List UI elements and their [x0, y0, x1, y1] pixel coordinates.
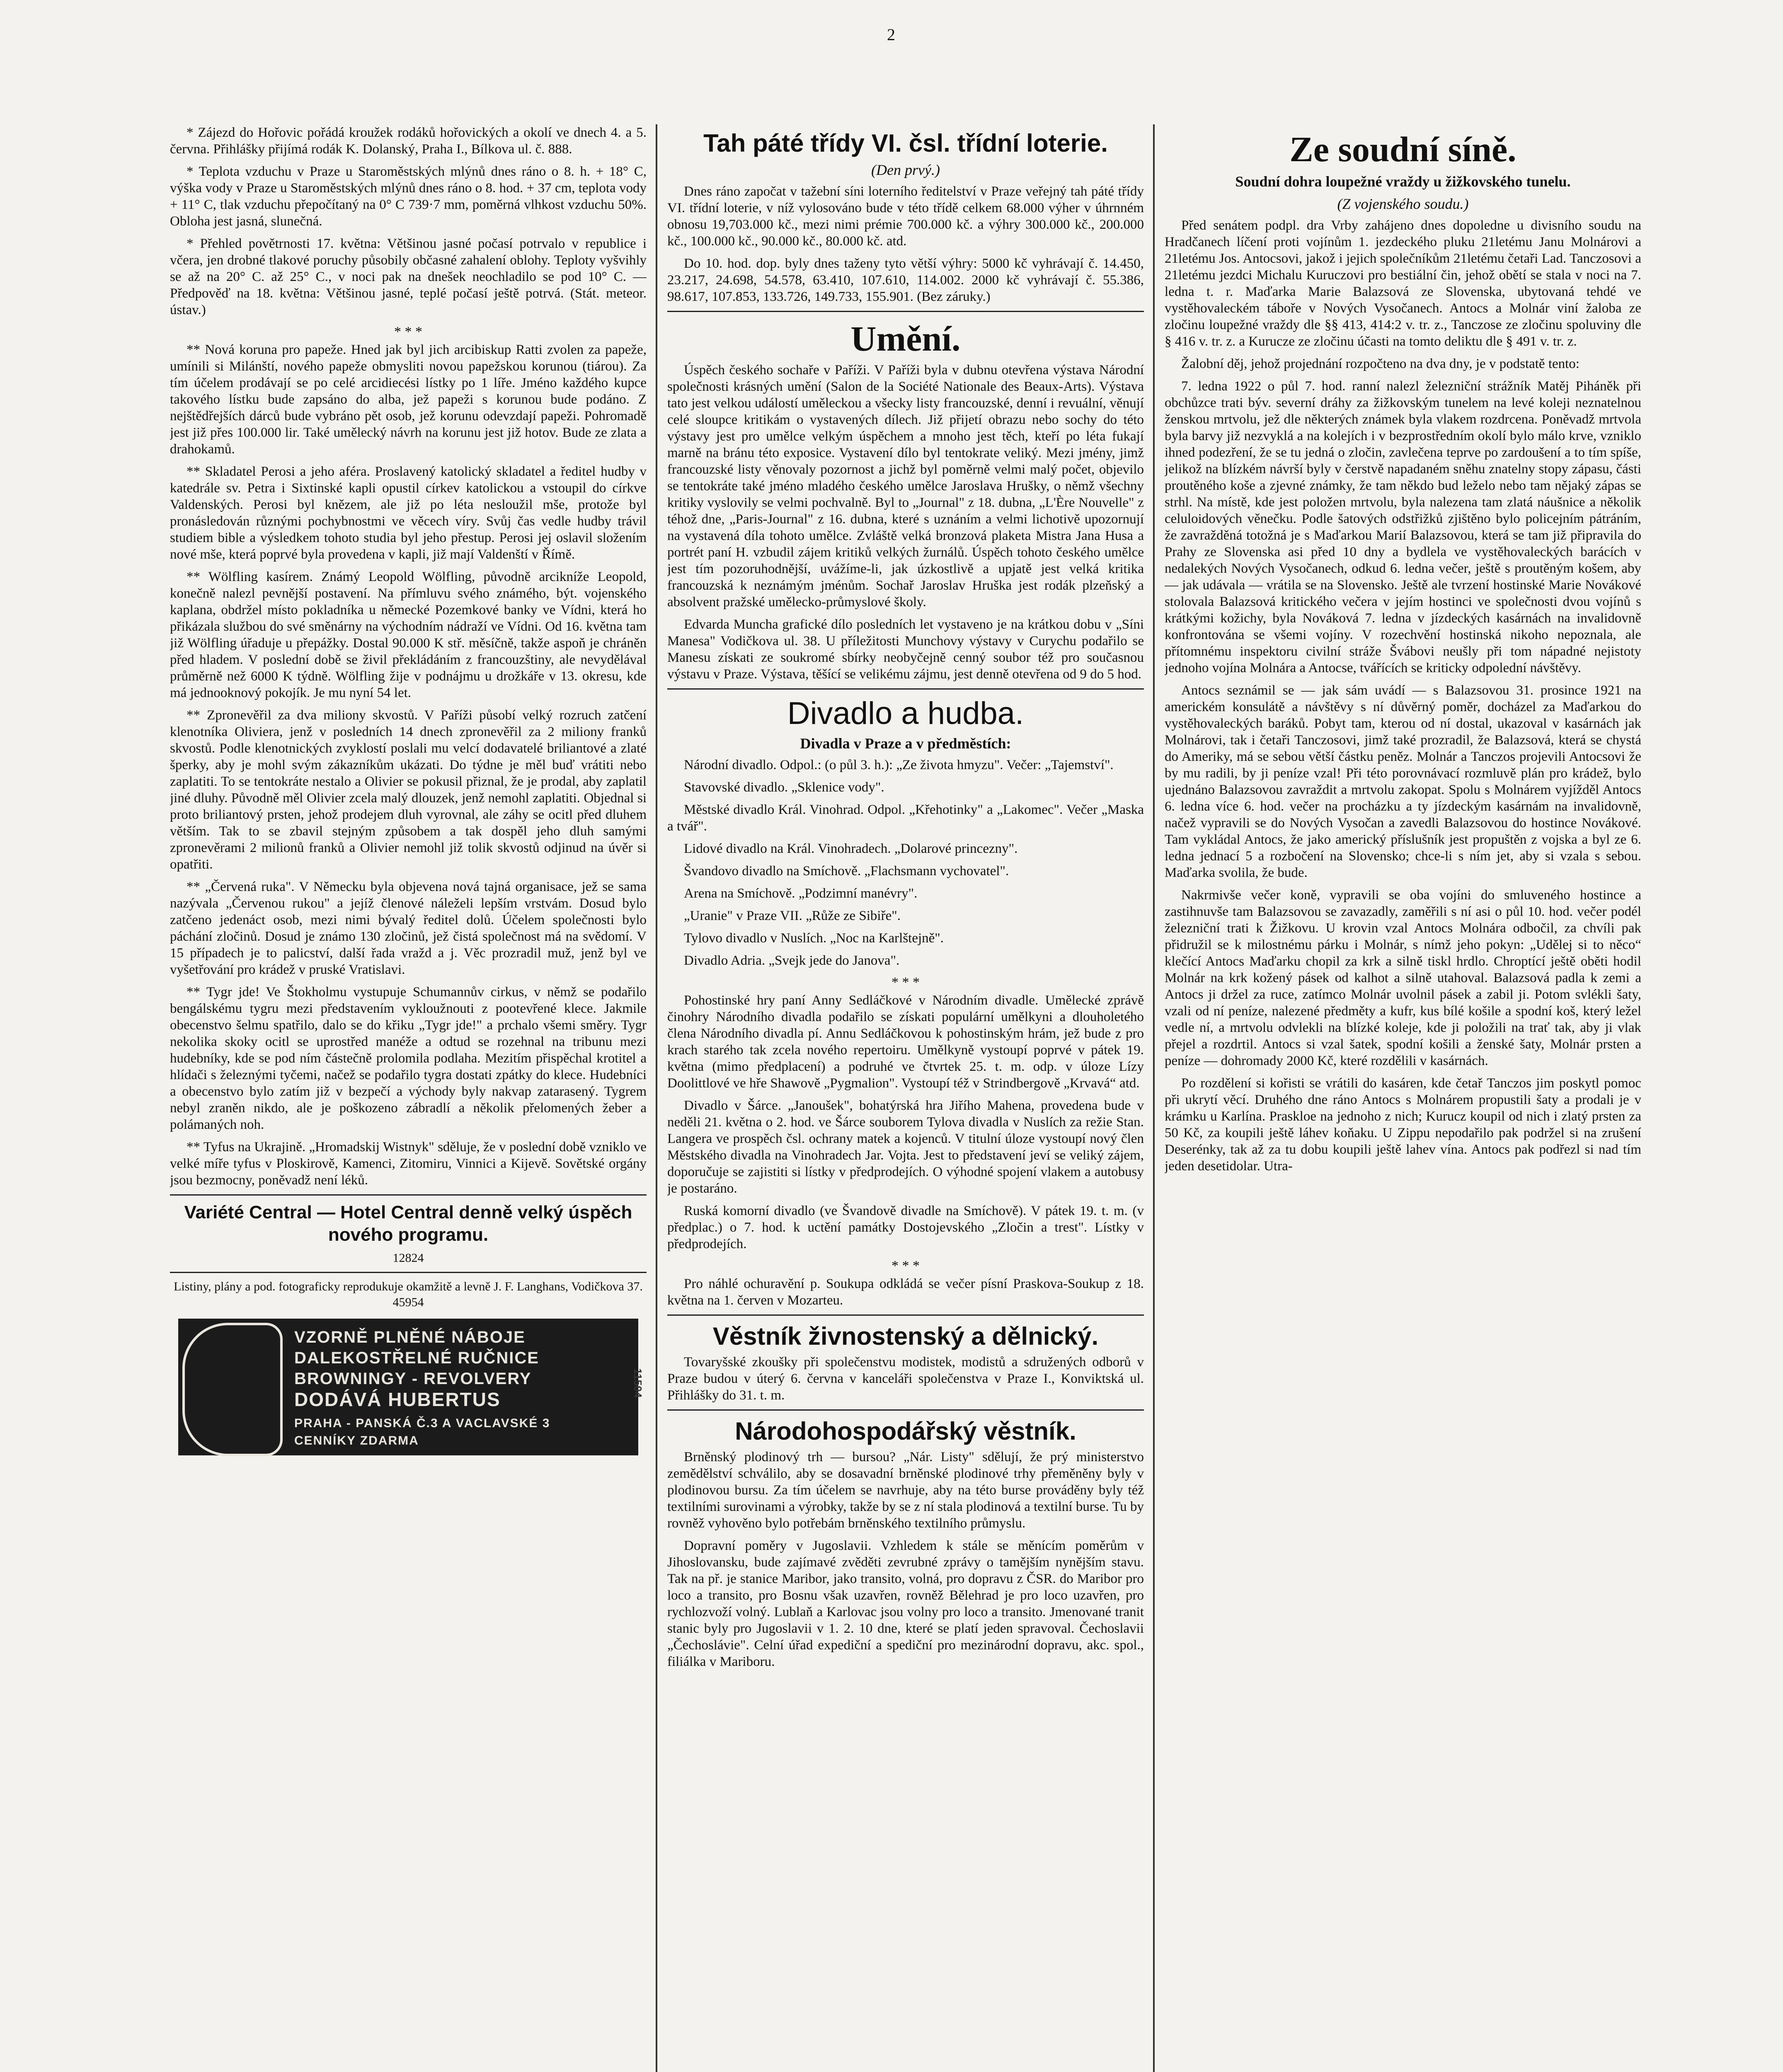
court-text: Antocs seznámil se — jak sám uvádí — s Balazsovou 31. prosince 1921 na americkém konsulátě a návštěvy s ní důvěrný poměr, docházel za Maďarkou do vystěhovaleckých baráků. Pobyt tam, kterou od ní dostal, ukazoval v kasárnách jak Molnárovi, tak i četaři Tanczosovi, jimž také prozradil, že Balazsová, která se chystá do Ameriky, má se sebou větší částku peněz. Molnár a Tanczos projevili Antocsovi že by mu radili, by ji peníze vzal! Při této porovnávací rozmluvě plán pro krádež, bylo ujednáno Balazsovou zavraždit a mrtvolu zakopat. Spolu s Molnárem vyjížděl Antocs 6. ledna více 6. hod. večer na procházku a ty jízdeckým kasárnám na invalidovně, načež vypravili se do Nových Vysočan a zavedli Balazsovou do hostince Novákové. Tam vykládal Antocs, že jako americký příslušník jest propuštěn z vojska a byl ze 6. ledna jednací 5 a rozbočení na Slovensko; chce-li s ním jet, aby si vzala s sebou. Maďarka svolila, že bude.	[1165, 683, 1641, 880]
heading-lottery: Tah páté třídy VI. čsl. třídní loterie.	[703, 129, 1108, 157]
subheading-court-2: (Z vojenského soudu.)	[1337, 196, 1469, 212]
article-brno-market: Brněnský plodinový trh — bursou? „Nár. Listy" sdělují, že prý ministerstvo zemědělství schválilo, aby se dosavadní brněnské plodinové trhy přeměněny byly v plodinovou bursu. Za tím účelem se navrhuje, aby na této burse prováděny byly též textilními surovinami a výrobky, takže by se z ní stala plodinová a textilní burse. Tu by rovněž vyhověno bylo potřebám brněnského textilního průmyslu.	[667, 1450, 1144, 1531]
article-wolfling: ** Wölfling kasírem. Známý Leopold Wölfling, původně arcikníže Leopold, konečně nalezl pevnější postavení. Na přímluvu svého známého, být. vojenského kaplana, obdržel místo pokladníka u německé Pozemkové banky ve Vídni, která ho přikázala službou do své směnárny na východním nádraží ve Vídni. Od 16. května tam již Wölfling úřaduje u přepážky. Dostal 90.000 K stř. měsíčně, takže aspoň je chráněn před hladem. V poslední době se živil překládáním z francouzštiny, ale nevydělával průměrně než 6000 K týdně. Wölfling žije v podnájmu u drožkáře v 13. okresu, kde má jednooknový pokojík. Je mu nyní 54 let.	[170, 569, 647, 700]
article-munch: Edvarda Muncha grafické dílo posledních let vystaveno je na krátkou dobu v „Síni Manesa" Vodičkova ul. 38. U příležitosti Munchovy výstavy v Curychu podařilo se Manesu získati ze soukromé sbírky neobyčejně cenný soubor též pro současnou výstavu v Praze. Výstava, těšící se velikému zájmu, jest denně otevřena od 9 do 5 hod.	[667, 617, 1144, 682]
heading-economy: Národohospodářský věstník.	[735, 1417, 1076, 1445]
theatre-listing: Stavovské divadlo. „Sklenice vody".	[684, 780, 884, 795]
ad-code-1: 12824	[392, 1251, 424, 1265]
court-text: Nakrmivše večer koně, vypravili se oba vojíni do smluveného hostince a zastihnuvše tam Balazsovou se zavazadly, zaměřili s ní asi o půl 10. hod. večer podél železniční trati k Žižkovu. U krovin vzal Antocs Molnára odbočil, za chvíli pak přidružil se k milostnému párku i Molnár, s nímž jeho pokyn: „Udělej si to něco“ klečící Antocs Maďarku chopil za krk a silně tiskl hrdlo. Chroptící ještě oběti hodil Molnár na krk kožený pásek od kalhot a silně utahoval. Balazsová padla k zemi a Antocs ji držel za ruce, zatímco Molnár uvolnil pásek a zabil ji. Potom svlékli šaty, vzali od ní peníze, nalezené předměty a kufr, kus bílé košile a spodní koš, který ležel vedle ní, a mrtvolu odvlekli na blízké koleje, kde ji položili na trať tak, aby ji vlak přejel a rozdrtil. Antocs si vzal šatek, spodní košili a ženské šaty, Molnár prsten a peníze — dohromady 2000 Kč, které rozdělili v kasárnách.	[1165, 888, 1641, 1068]
heading-court: Ze soudní síně.	[1289, 129, 1517, 169]
article-soukup: Pro náhlé ochuravění p. Soukupa odkládá se večer písní Praskova-Soukup z 18. května na 1. červen v Mozarteu.	[667, 1276, 1144, 1308]
column-rule-2	[1153, 124, 1155, 2072]
notice-temperature: * Teplota vzduchu v Praze u Staroměstských mlýnů dnes ráno o 8. h. + 18° C, výška vody v Praze u Staroměstských mlýnů dnes ráno o 8. hod. + 37 cm, teplota vody + 11° C, tlak vzduchu přepočítaný na 0° C 739·7 mm, poměrná vlhkost vzduchu 50%. Obloha jest jasná, slunečná.	[170, 164, 647, 229]
court-text: Po rozdělení si kořisti se vrátili do kasáren, kde četař Tanczos jim poskytl pomoc při ukrytí věcí. Druhého dne ráno Antocs s Molnárem propustili šaty a prodali je v krámku u Karlína. Praskloe na jednoho z nich; Kurucz koupil od nich i zlatý prsten za 50 Kč, za koupili ještě láhev koňaku. U Zippu nepodařilo pak podržel si na zrušení Deserénky, tak až za tu dobu koupili ještě lahev vína. Antocs pak podřezl si nad tím jeden desetidolar. Utra-	[1165, 1076, 1641, 1174]
theatre-listing: Městské divadlo Král. Vinohrad. Odpol. „Křehotinky" a „Lakomec". Večer „Maska a tvář".	[667, 802, 1144, 834]
article-tiger: ** Tygr jde! Ve Štokholmu vystupuje Schumannův cirkus, v němž se podařilo bengálskému tygru mezi představením vykloužnouti z pootevřené klece. Jakmile obecenstvo šelmu spatřilo, dalo se do křiku „Tygr jde!" a prchalo všemi směry. Tygr nekolika skoky ocitl se uprostřed manéže a odtud se rozehnal na tribunu mezi hudebníky, kde se pod ním částečně prolomila podlaha. Mezitím přispěchal krotitel a hlídači s železnými tyčemi, načež se podařilo tygra dostati zpátky do klece. Hudebníci a obecenstvo bylo zatím již v bezpečí a východy byly nakvap zatarasený. Tygrem nebyl zraněn nikdo, ale je poškozeno zábradlí a několik přelomených žeber a polámaných noh.	[170, 985, 647, 1132]
article-sculptor: Úspěch českého sochaře v Paříži. V Paříži byla v dubnu otevřena výstava Národní společnosti krásných umění (Salon de la Société Nationale des Beaux-Arts). Výstava tato jest velkou událostí uměleckou a všecky listy francouzské, denní i revuální, věnují celé sloupce kritikám o vystavených dílech. Již přijetí obrazu nebo sochy do této výstavy jest pro umělce velkým úspěchem a mnoho jest těch, kteří po léta fukají marně na bránu této exposice. Vystavení dílo byl tentokrate veliký. Mezi jmény, jimž francouzské listy věnovaly pozornost a jichž byl poměrně velmi malý počet, objevilo se tentokráte také jméno mladého českého umělce Jaroslava Hrušky, o němž všechny kritiky vyslovily se velmi pochvalně. Byl to „Journal" z 18. dubna, „L'Ère Nouvelle" z téhož dne, „Paris-Journal" z 16. dubna, které s uznáním a velmi lichotivě upozornují na vystavená díla tohoto umělce. Zvláště velká bronzová plaketa Mistra Jana Husa a portrét paní H. vzbudil zájem kritiků velkých žurnálů. Úspěch tohoto českého umělce jest tím pozoruhodnější, uvážíme-li, jak úzkostlivě a upjatě jest velká kritika francouzská k neznámým jménům. Sochař Jaroslav Hruška jest rodák plzeňský a absolvent pražské umělecko-průmyslové školy.	[667, 363, 1144, 610]
article-russian-theatre: Ruská komorní divadlo (ve Švandově divadle na Smíchově). V pátek 19. t. m. (v předplac.) o 7. hod. k uctění památky Dostojevského „Zločin a trest". Lístky v předprodejích.	[667, 1203, 1144, 1251]
theatre-listing: Lidové divadlo na Král. Vinohradech. „Dolarové princezny".	[684, 841, 1018, 856]
column-left	[170, 124, 647, 2072]
divider	[667, 688, 1144, 690]
heading-trade: Věstník živnostenský a dělnický.	[712, 1322, 1099, 1350]
theatre-listing: Arena na Smíchově. „Podzimní manévry".	[684, 886, 918, 901]
notice-horovice: * Zájezd do Hořovic pořádá kroužek rodáků hořovických a okolí ve dnech 4. a 5. června. Přihlášky přijímá rodák K. Dolanský, Praha I., Bílkova ul. č. 888.	[170, 125, 647, 157]
ad-line: BROWNINGY - REVOLVERY	[294, 1370, 532, 1388]
ad-code-2: 45954	[392, 1295, 424, 1309]
article-sarka: Divadlo v Šárce. „Janoušek", bohatýrská hra Jiřího Mahena, provedena bude v neděli 21. května o 2. hod. ve Šárce souborem Tylova divadla v Nuslích za režie Stan. Langera ve prospěch čsl. ochrany matek a kojenců. V titulní úloze vystoupí nový člen Městského divadla na Vinohradech Jar. Vojta. Jest to představení jeví se veliký zájem, doporučuje se zajistiti si lístky v předprodejích. O výhodné spojení vlakem a autobusy je postaráno.	[667, 1098, 1144, 1196]
ad-line: DODÁVÁ HUBERTUS	[294, 1389, 501, 1410]
article-yugoslavia: Dopravní poměry v Jugoslavii. Vzhledem k stále se měnícím poměrům v Jihoslovansku, bude zajímavé zvěděti zevrubné zprávy o tamějším nynějším stavu. Tak na př. je stanice Maribor, jako transito, volná, pro dopravu z ČSR. do Maribor pro loco a transito, pro Bosnu však uzavřen, rovněž Bělehrad je pro loco uzavřen, pro rychlozvoží volný. Lublaň a Karlovac jsou volny pro loco a transito. Jmenované tranit stanic byly pro Jugoslavii v 1. 2. 10 dne, které se platí jeden spravoval. Čechoslavii „Čechoslávie". Celní úřad expediční a spediční pro mezinárodní dopravu, akc. spol., filiálka v Mariboru.	[667, 1538, 1144, 1669]
ad-code-3: 11504	[632, 1368, 644, 1398]
divider	[667, 311, 1144, 312]
subheading-court: Soudní dohra loupežné vraždy u žižkovského tunelu.	[1235, 173, 1571, 190]
heading-art: Umění.	[850, 319, 961, 358]
article-exams: Tovaryšské zkoušky při společenstvu modistek, modistů a sdružených odborů v Praze budou v úterý 6. června v kanceláři společenstva v Praze I., Konviktská ul. Přihlášky do 31. t. m.	[667, 1355, 1144, 1403]
ad-line: PRAHA - PANSKÁ Č.3 A VACLAVSKÉ 3	[294, 1416, 550, 1430]
column-right	[1165, 124, 1641, 2072]
separator: * * *	[892, 975, 920, 990]
cartridge-icon	[182, 1323, 283, 1456]
notice-weather: * Přehled povětrnosti 17. května: Většinou jasné počasí potrvalo v republice i včera, jen drobné tlakové poruchy působily občasné zahalení oblohy. Teploty vyšvihly se až na 20° C. až 25° C., v noci pak na dnešek neochladilo se pod 10° C. — Předpověď na 18. května: Většinou jasné, teplé počasí ještě potrvá. (Stát. meteor. ústav.)	[170, 236, 647, 317]
divider	[667, 1314, 1144, 1316]
separator: * * *	[394, 324, 422, 339]
column-middle	[667, 124, 1144, 2072]
theatre-listing: Divadlo Adria. „Svejk jede do Janova".	[684, 953, 900, 968]
article-red-hand: ** „Červená ruka". V Německu byla objevena nová tajná organisace, jež se sama nazývala „Červenou rukou" a jejíž členové náleželi lepším vrstvám. Dosud bylo zatčeno jedenáct osob, mezi nimi bývalý ředitel dolů. Účelem společnosti bylo páchání zločinů. Dosud je známo 130 zločinů, jež čistá společnost má na svědomí. V 15 případech je to palicství, další řada vražd a j. Věc prozradil muž, jenž byl ve vyšetřování pro krádež v pruské Vratislavi.	[170, 879, 647, 977]
divider	[170, 1272, 647, 1273]
ad-line: VZORNĚ PLNĚNÉ NÁBOJE	[294, 1328, 526, 1346]
article-perosi: ** Skladatel Perosi a jeho aféra. Proslavený katolický skladatel a ředitel hudby v katedrále sv. Petra i Sixtinské kapli opustil církev katolickou a vstoupil do církve Valdenských. Perosi byl knězem, ale již po léta nesloužil mše, protože byl pronásledován různými pochybnostmi ve věcech víry. Svůj čas vedle hudby trávil studiem bible a výsledkem tohoto studia byl jeho přestup. Perosi jej oslavil složením nové mše, která poprvé byla provedena v kapli, již mají Valdenští v Římě.	[170, 464, 647, 562]
separator: * * *	[892, 1258, 920, 1273]
court-text: Před senátem podpl. dra Vrby zahájeno dnes dopoledne u divisního soudu na Hradčanech líčení proti vojínům 1. jezdeckého pluku 21letému Janu Molnárovi a 21letému Jos. Antocsovi, jakož i jejich společníkům 21letému četaři Lad. Tanczosovi a 21letému jezdci Michalu Kuruczovi pro bestiální čin, jehož obětí se stala v noci na 7. ledna t. r. Maďarka Marie Balazsová ze Slovenska, ubytovaná tehdé ve vystěhovaleckém táboře v Nových Vysočanech. Antocs a Molnár viní žaloba ze zločinu loupežné vraždy dle §§ 413, 414:2 v. tr. z., Tanczose ze zločinu spoluviny dle § 416 v. tr. z. a Kurucze ze zločinu účasti na tomto deliktu dle § 491 v. tr. z.	[1165, 218, 1641, 349]
article-papal-crown: ** Nová koruna pro papeže. Hned jak byl jich arcibiskup Ratti zvolen za papeže, umínili si Milánští, nového papeže obmysliti novou papežskou korunou (tiárou). Za tím účelem prodávají se po celé arcidiecési lístky po 1 líře. Jméno každého kupce takového lístku bude zapsáno do alba, jež papeži s korunou bude podáno. Z nejštědřejších dárců bude vybráno pět osob, jež korunu odevzdají papeži. Pohromadě jest již přes 100.000 lir. Také umělecký návrh na korunu jest již hotov. Bude ze zlata a drahokamů.	[170, 342, 647, 457]
court-text: Žalobní děj, jehož projednání rozpočteno na dva dny, je v podstatě tento:	[1181, 356, 1580, 371]
ad-line: DALEKOSTŘELNÉ RUČNICE	[294, 1349, 539, 1367]
theatre-listing: „Uranie" v Praze VII. „Růže ze Sibiře".	[684, 908, 901, 923]
theatre-listing: Tylovo divadlo v Nuslích. „Noc na Karlštejně".	[684, 931, 944, 946]
column-rule-1	[656, 124, 657, 2072]
ad-line: CENNÍKY ZDARMA	[294, 1434, 419, 1447]
heading-theatre: Divadlo a hudba.	[787, 696, 1024, 731]
ad-variete-central: Variété Central — Hotel Central denně velký úspěch nového programu.	[184, 1202, 632, 1245]
theatre-listing: Švandovo divadlo na Smíchově. „Flachsmann vychovatel".	[684, 864, 1009, 879]
article-sedlackova: Pohostinské hry paní Anny Sedláčkové v Národním divadle. Umělecké zprávě činohry Národního divadla podařilo se získati populární umělkyni a dlouholetého člena Národního divadla pí. Annu Sedláčkovou k pohostinským hrám, jež bude z pro krach starého tak zcela nového repertoiru. Umělkyně vystoupí poprvé v pátek 19. května (mimo předplacení) a podruhé ve čtvrtek 25. t. m. odp. v úloze Lízy Doolittlové ve hře Shawově „Pygmalion". Vystoupí též v Strindbergově „Krvavá“ atd.	[667, 993, 1144, 1091]
subheading-lottery: (Den prvý.)	[871, 162, 940, 178]
page-mark: 2	[887, 25, 895, 44]
article-olivier: ** Zpronevěřil za dva miliony skvostů. V Paříži působí velký rozruch zatčení klenotníka Oliviera, jenž v posledních 14 dnech zpronevěřil za 2 miliony franků skvostů. Podle klenotnických zvyklostí poslali mu velcí dodavatelé briliantové a zlaté šperky, aby je mohl svým zákazníkům ukázati. Do týdne je měl buď vrátiti nebo zaplatiti. To se tentokráte nestalo a Olivier se pokusil přiznal, že je prodal, aby zaplatil jiné dluhy. Původně měl Olivier zcela malý dlouzek, jenž nemohl zaplatiti. Objednal si proto briliantový prsten, jehož prodejem dluh vyrovnal, ale záhy se ocitl před dluhem větším. Tak to se zbavil stejným způsobem a tak dospěl jeho dluh samými zpronevěrami 2 milionů franků a Olivier nemohl již tolik skvostů odjinud na úvěr si opatřiti.	[170, 708, 647, 872]
ad-langhans: Listiny, plány a pod. fotograficky reprodukuje okamžitě a levně J. F. Langhans, Vodičkova 37.	[174, 1280, 643, 1293]
subheading-theatre: Divadla v Praze a v předměstích:	[800, 735, 1011, 752]
lottery-text-1: Dnes ráno započat v tažební síni loterního ředitelství v Praze veřejný tah páté třídy VI. třídní loterie, v níž vylosováno bude v této třídě celkem 68.000 výher v úhrnném obnosu 19,703.000 kč., mezi nimi prémie 700.000 kč. a výhry 300.000 kč., 200.000 kč., 100.000 kč., 90.000 kč., 80.000 kč. atd.	[667, 184, 1144, 249]
divider	[667, 1409, 1144, 1411]
article-typhus: ** Tyfus na Ukrajině. „Hromadskij Wistnyk" sděluje, že v poslední době vzniklo ve velké míře tyfus v Ploskirově, Kamenci, Zitomiru, Vinnici a Kijevě. Sovětské orgány jsou bezmocny, poněvadž není léků.	[170, 1140, 647, 1188]
lottery-text-2: Do 10. hod. dop. byly dnes taženy tyto větší výhry: 5000 kč vyhrávají č. 14.450, 23.217, 24.698, 54.578, 63.410, 107.610, 114.002. 2000 kč vyhrávají č. 55.386, 98.617, 107.853, 133.726, 149.733, 155.901. (Bez záruky.)	[667, 256, 1144, 304]
theatre-listing: Národní divadlo. Odpol.: (o půl 3. h.): „Ze života hmyzu". Večer: „Tajemství".	[684, 758, 1114, 772]
court-text: 7. ledna 1922 o půl 7. hod. ranní nalezl železniční strážník Matěj Piháněk při obchůzce trati býv. severní dráhy za žižkovským tunelem na levé koleji neznatelnou ženskou mrtvolu, jež dle některých známek byla vlakem rozdrcena. Poněvadž mrtvola byla barvy již nezvyklá a na kolejích i v bezprostředním okolí bylo málo krve, vzniklo ihned podezření, že se tu jedná o zločin, zavlečena teprve po zardoušení a to tím spíše, jelikož na blízkém návrší byly v čerstvě napadaném sněhu znatelny stopy zápasu, části proutěného koše a zjevné známky, že tam někdo bud leželo nebo tam nějaký zápas se strhl. Na místě, kde jest položen mrtvolu, byla nalezena tam zlatá náušnice a několik celuloidových věnečku. Podle šatových odstřižků zjištěno bylo policejním pátráním, že zavražděná totožná je s Maďarkou Marií Balazsovou, která se tam již připravila do Prahy ze Slovenska asi před 10 dny a bydlela ve vystěhovaleckých barácích v nedalekých Nových Vysočanech, odkud 6. ledna večer, ještě s proutěným košem, aby — jak udávala — vrátila se na Slovensko. Ještě ale tvrzení hostinské Marie Novákové stolovala Balazsová kritického večera v jejím hostinci ve společnosti dvou vojínů s krátkými kožichy, byla Nováková 7. ledna v jízdeckých kasárnách na invalidovně konfrontována se všemi vojíny. V rozechvění hostinská nikoho nepoznala, ale přítomnému inspektoru civilní stráže Švábovi neušly při tom nápadné nejistoty jednoho vojína Molnára a Antocse, tvářících se kriticky odpolední návštěvy.	[1165, 379, 1641, 675]
divider	[170, 1194, 647, 1196]
ad-hubertus-box	[178, 1319, 644, 1455]
